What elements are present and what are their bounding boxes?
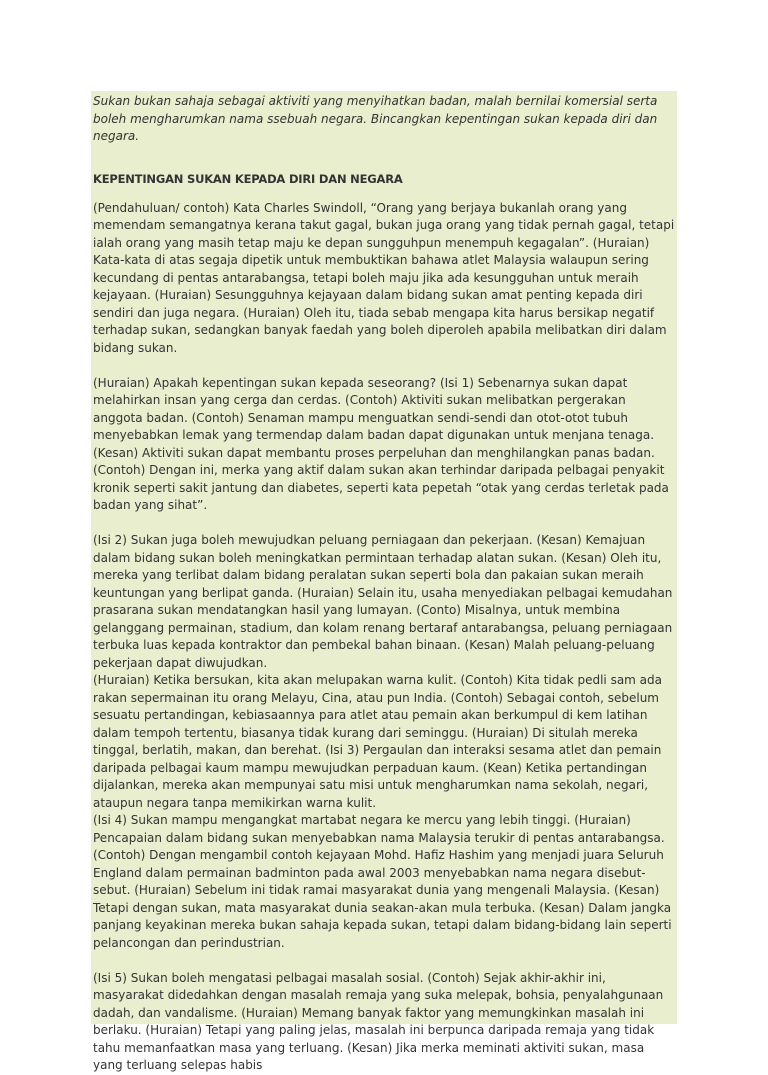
spacer (93, 952, 675, 970)
essay-title: KEPENTINGAN SUKAN KEPADA DIRI DAN NEGARA (93, 171, 403, 186)
paragraph-point-2: (Isi 2) Sukan juga boleh mewujudkan peluang perniagaan dan pekerjaan. (Kesan) Kemajuan dalam bidang sukan boleh meningkatkan permintaan terhadap alatan sukan. (Kesan) Oleh itu, mereka yang terlibat dalam bidang peralatan sukan seperti bola dan pakaian sukan meraih keuntungan yang berlipat ganda. (Huraian) Selain itu, usaha menyediakan pelbagai kemudahan prasarana sukan mendatangkan hasil yang lumayan. (Conto) Misalnya, untuk membina gelanggang permainan, stadium, dan kolam renang bertaraf antarabangsa, peluang perniagaan terbuka luas kepada kontraktor dan pembekal bahan binaan. (Kesan) Malah peluang-peluang pekerjaan dapat diwujudkan. (93, 533, 673, 670)
spacer (93, 186, 675, 200)
essay-question: Sukan bukan sahaja sebagai aktiviti yang menyihatkan badan, malah bernilai komersial serta boleh mengharumkan nama ssebuah negara. Bincangkan kepentingan sukan kepada diri dan negara. (93, 94, 658, 144)
paragraph-point-1: (Huraian) Apakah kepentingan sukan kepada seseorang? (Isi 1) Sebenarnya sukan dapat melahirkan insan yang cerga dan cerdas. (Contoh) Aktiviti sukan melibatkan pergerakan anggota badan. (Contoh) Senaman mampu menguatkan sendi-sendi dan otot-otot tubuh menyebabkan lemak yang termendap dalam badan dapat digunakan untuk menjana tenaga. (Kesan) Aktiviti sukan dapat membantu proses perpeluhan dan menghilangkan panas badan. (Contoh) Dengan ini, merka yang aktif dalam sukan akan terhindar daripada pelbagai penyakit kronik seperti sakit jantung dan diabetes, seperti kata pepetah “otak yang cerdas terletak pada badan yang sihat”. (93, 375, 669, 513)
paragraph-point-5: (Isi 5) Sukan boleh mengatasi pelbagai masalah sosial. (Contoh) Sejak akhir-akhir ini, masyarakat didedahkan dengan masalah remaja yang suka melepak, bohsia, penyalahgunaan dadah, dan vandalisme. (Huraian) Memang banyak faktor yang memungkinkan masalah ini berlaku. (Huraian) Tetapi yang paling jelas, masalah ini berpunca daripada remaja yang tidak tahu memanfaatkan masa yang terluang. (Kesan) Jika merka meminati aktiviti sukan, masa yang terluang selepas habis (93, 970, 664, 1073)
spacer (93, 357, 675, 375)
spacer (93, 515, 675, 533)
document-page (91, 91, 677, 1073)
paragraph-introduction: (Pendahuluan/ contoh) Kata Charles Swindoll, “Orang yang berjaya bukanlah orang yang memendam semangatnya kerana takut gagal, bukan juga orang yang tidak pernah gagal, tetapi ialah orang yang masih tetap maju ke depan sungguhpun menempuh kegagalan”. (Huraian) Kata-kata di atas segaja dipetik untuk membuktikan bahawa atlet Malaysia walaupun sering kecundang di pentas antarabangsa, tetapi boleh maju jika ada kesungguhan untuk meraih kejayaan. (Huraian) Sesungguhnya kejayaan dalam bidang sukan amat penting kepada diri sendiri dan juga negara. (Huraian) Oleh itu, tiada sebab mengapa kita harus bersikap negatif terhadap sukan, sedangkan banyak faedah yang boleh diperoleh apabila melibatkan diri dalam bidang sukan. (93, 200, 675, 355)
paragraph-point-4: (Isi 4) Sukan mampu mengangkat martabat negara ke mercu yang lebih tinggi. (Huraian) Pencapaian dalam bidang sukan menyebabkan nama Malaysia terukir di pentas antarabangsa. (Contoh) Dengan mengambil contoh kejayaan Mohd. Hafiz Hashim yang menjadi juara Seluruh England dalam permainan badminton pada awal 2003 menyebabkan nama negara disebut-sebut. (Huraian) Sebelum ini tidak ramai masyarakat dunia yang mengenali Malaysia. (Kesan) Tetapi dengan sukan, mata masyarakat dunia seakan-akan mula terbuka. (Kesan) Dalam jangka panjang keyakinan mereka bukan sahaja kepada sukan, tetapi dalam bidang-bidang lain seperti pelancongan dan perindustrian. (93, 813, 672, 950)
paragraph-point-3: (Huraian) Ketika bersukan, kita akan melupakan warna kulit. (Contoh) Kita tidak pedli sam ada rakan sepermainan itu orang Melayu, Cina, atau pun India. (Contoh) Sebagai contoh, sebelum sesuatu pertandingan, kebiasaannya para atlet atau pemain akan berkumpul di kem latihan dalam tempoh tertentu, biasanya tidak kurang dari seminggu. (Huraian) Di situlah mereka tinggal, berlatih, makan, dan berehat. (Isi 3) Pergaulan dan interaksi sesama atlet dan pemain daripada pelbagai kaum mampu mewujudkan perpaduan kaum. (Kean) Ketika pertandingan dijalankan, mereka akan mempunyai satu misi untuk mengharumkan nama sekolah, negari, ataupun negara tanpa memikirkan warna kulit. (93, 673, 663, 810)
